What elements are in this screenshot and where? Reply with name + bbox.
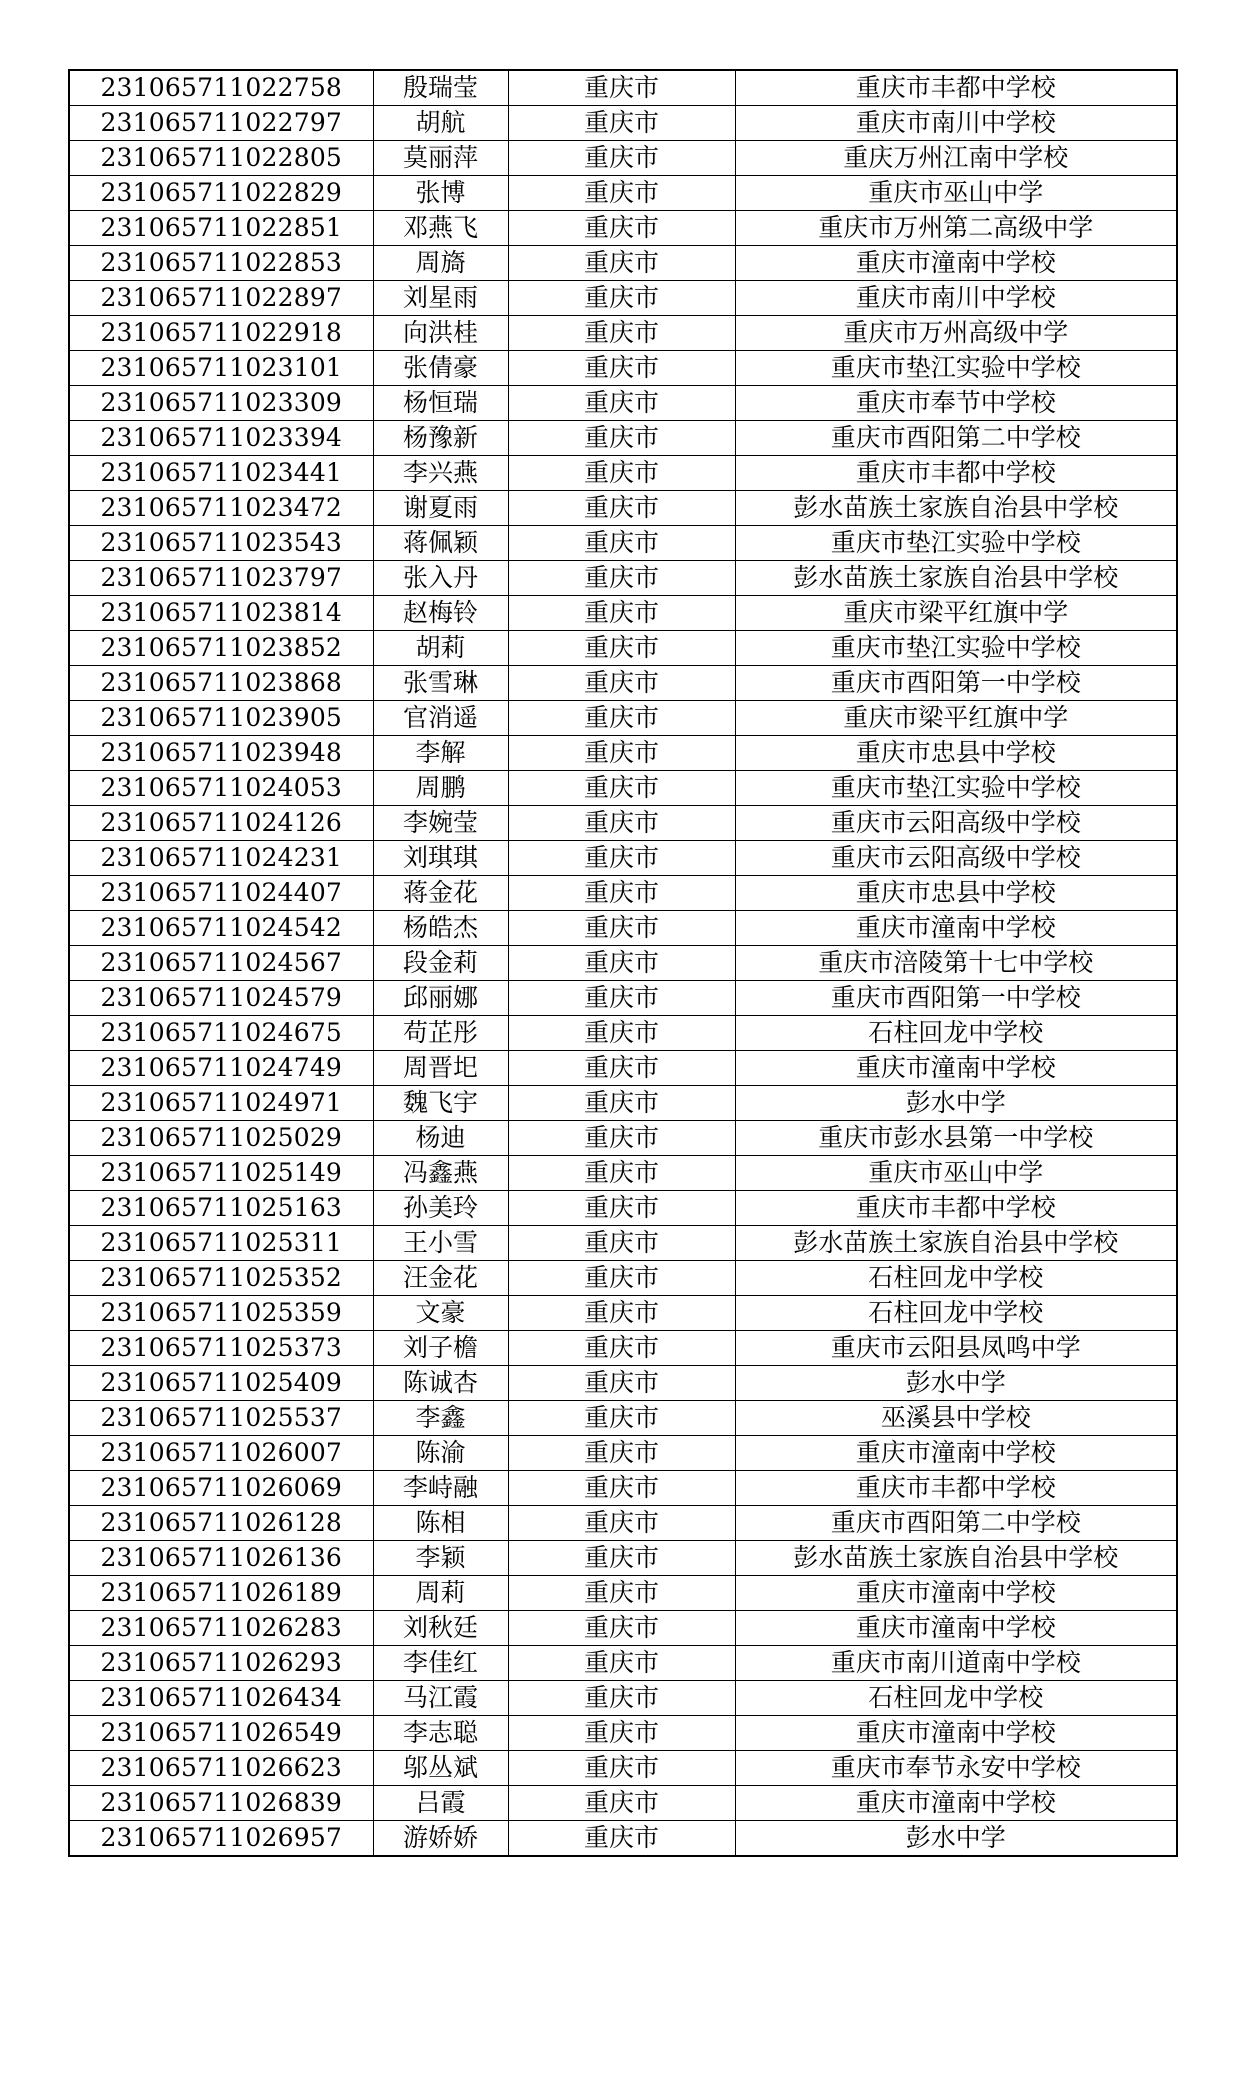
table-row <box>69 701 1177 736</box>
table-row <box>69 1541 1177 1576</box>
student-name-cell: 邬丛斌 <box>373 1751 508 1786</box>
school-name-cell: 重庆市丰都中学校 <box>735 1471 1177 1506</box>
city-cell: 重庆市 <box>508 1121 735 1156</box>
city-cell: 重庆市 <box>508 1646 735 1681</box>
table-row <box>69 386 1177 421</box>
candidate-id-cell: 231065711026007 <box>69 1436 373 1471</box>
candidate-id-cell: 231065711026283 <box>69 1611 373 1646</box>
table-row <box>69 876 1177 911</box>
student-name-cell: 陈渝 <box>373 1436 508 1471</box>
school-name-cell: 彭水苗族土家族自治县中学校 <box>735 1226 1177 1261</box>
candidate-id-cell: 231065711023441 <box>69 456 373 491</box>
city-cell: 重庆市 <box>508 1296 735 1331</box>
student-name-cell: 刘星雨 <box>373 281 508 316</box>
candidate-id-cell: 231065711023543 <box>69 526 373 561</box>
roster-table-body <box>69 70 1177 1856</box>
student-name-cell: 官消遥 <box>373 701 508 736</box>
table-row <box>69 1506 1177 1541</box>
student-name-cell: 李婉莹 <box>373 806 508 841</box>
table-row <box>69 1261 1177 1296</box>
student-name-cell: 陈诚杏 <box>373 1366 508 1401</box>
table-row <box>69 1471 1177 1506</box>
table-row <box>69 1051 1177 1086</box>
candidate-id-cell: 231065711023309 <box>69 386 373 421</box>
student-name-cell: 张雪琳 <box>373 666 508 701</box>
city-cell: 重庆市 <box>508 1051 735 1086</box>
school-name-cell: 重庆市酉阳第二中学校 <box>735 1506 1177 1541</box>
city-cell: 重庆市 <box>508 1541 735 1576</box>
city-cell: 重庆市 <box>508 1786 735 1821</box>
school-name-cell: 重庆市涪陵第十七中学校 <box>735 946 1177 981</box>
student-name-cell: 蒋金花 <box>373 876 508 911</box>
table-row <box>69 1751 1177 1786</box>
school-name-cell: 重庆市丰都中学校 <box>735 70 1177 106</box>
table-row <box>69 351 1177 386</box>
school-name-cell: 重庆市丰都中学校 <box>735 456 1177 491</box>
school-name-cell: 重庆市忠县中学校 <box>735 876 1177 911</box>
table-row <box>69 1191 1177 1226</box>
city-cell: 重庆市 <box>508 981 735 1016</box>
school-name-cell: 重庆市云阳县凤鸣中学 <box>735 1331 1177 1366</box>
candidate-id-cell: 231065711025163 <box>69 1191 373 1226</box>
candidate-id-cell: 231065711023797 <box>69 561 373 596</box>
city-cell: 重庆市 <box>508 1016 735 1051</box>
table-row <box>69 1681 1177 1716</box>
school-name-cell: 重庆市奉节永安中学校 <box>735 1751 1177 1786</box>
candidate-id-cell: 231065711024567 <box>69 946 373 981</box>
school-name-cell: 重庆市万州高级中学 <box>735 316 1177 351</box>
table-row <box>69 806 1177 841</box>
candidate-id-cell: 231065711023472 <box>69 491 373 526</box>
candidate-id-cell: 231065711022851 <box>69 211 373 246</box>
school-name-cell: 重庆市南川道南中学校 <box>735 1646 1177 1681</box>
school-name-cell: 石柱回龙中学校 <box>735 1016 1177 1051</box>
candidate-id-cell: 231065711026623 <box>69 1751 373 1786</box>
student-name-cell: 李志聪 <box>373 1716 508 1751</box>
candidate-id-cell: 231065711026069 <box>69 1471 373 1506</box>
table-row <box>69 1786 1177 1821</box>
table-row <box>69 141 1177 176</box>
candidate-id-cell: 231065711026839 <box>69 1786 373 1821</box>
student-name-cell: 刘子檐 <box>373 1331 508 1366</box>
student-name-cell: 周晋圯 <box>373 1051 508 1086</box>
table-row <box>69 1716 1177 1751</box>
table-row <box>69 946 1177 981</box>
city-cell: 重庆市 <box>508 806 735 841</box>
candidate-id-cell: 231065711025409 <box>69 1366 373 1401</box>
student-name-cell: 杨豫新 <box>373 421 508 456</box>
city-cell: 重庆市 <box>508 946 735 981</box>
city-cell: 重庆市 <box>508 841 735 876</box>
table-row <box>69 176 1177 211</box>
student-name-cell: 赵梅铃 <box>373 596 508 631</box>
student-name-cell: 吕霞 <box>373 1786 508 1821</box>
candidate-id-cell: 231065711023948 <box>69 736 373 771</box>
city-cell: 重庆市 <box>508 106 735 141</box>
city-cell: 重庆市 <box>508 666 735 701</box>
city-cell: 重庆市 <box>508 1366 735 1401</box>
school-name-cell: 重庆市云阳高级中学校 <box>735 806 1177 841</box>
table-row <box>69 841 1177 876</box>
city-cell: 重庆市 <box>508 281 735 316</box>
school-name-cell: 彭水中学 <box>735 1821 1177 1857</box>
table-row <box>69 1821 1177 1857</box>
student-name-cell: 蒋佩颖 <box>373 526 508 561</box>
table-row <box>69 1576 1177 1611</box>
student-name-cell: 殷瑞莹 <box>373 70 508 106</box>
table-row <box>69 981 1177 1016</box>
candidate-id-cell: 231065711024053 <box>69 771 373 806</box>
school-name-cell: 重庆市酉阳第一中学校 <box>735 981 1177 1016</box>
table-row <box>69 281 1177 316</box>
candidate-id-cell: 231065711026128 <box>69 1506 373 1541</box>
city-cell: 重庆市 <box>508 1576 735 1611</box>
school-name-cell: 重庆市潼南中学校 <box>735 1786 1177 1821</box>
candidate-id-cell: 231065711022853 <box>69 246 373 281</box>
school-name-cell: 彭水苗族土家族自治县中学校 <box>735 491 1177 526</box>
student-name-cell: 王小雪 <box>373 1226 508 1261</box>
candidate-id-cell: 231065711026434 <box>69 1681 373 1716</box>
school-name-cell: 重庆市潼南中学校 <box>735 1436 1177 1471</box>
table-row <box>69 1121 1177 1156</box>
candidate-id-cell: 231065711022805 <box>69 141 373 176</box>
city-cell: 重庆市 <box>508 1401 735 1436</box>
school-name-cell: 重庆市潼南中学校 <box>735 1611 1177 1646</box>
student-name-cell: 刘琪琪 <box>373 841 508 876</box>
table-row <box>69 316 1177 351</box>
student-name-cell: 汪金花 <box>373 1261 508 1296</box>
student-name-cell: 周莉 <box>373 1576 508 1611</box>
student-name-cell: 李峙融 <box>373 1471 508 1506</box>
school-name-cell: 重庆市潼南中学校 <box>735 1576 1177 1611</box>
student-name-cell: 李鑫 <box>373 1401 508 1436</box>
table-row <box>69 1401 1177 1436</box>
candidate-id-cell: 231065711025029 <box>69 1121 373 1156</box>
city-cell: 重庆市 <box>508 141 735 176</box>
student-name-cell: 谢夏雨 <box>373 491 508 526</box>
student-name-cell: 陈相 <box>373 1506 508 1541</box>
table-row <box>69 421 1177 456</box>
city-cell: 重庆市 <box>508 316 735 351</box>
student-name-cell: 李兴燕 <box>373 456 508 491</box>
student-name-cell: 李佳红 <box>373 1646 508 1681</box>
table-row <box>69 1366 1177 1401</box>
candidate-id-cell: 231065711022918 <box>69 316 373 351</box>
city-cell: 重庆市 <box>508 561 735 596</box>
school-name-cell: 重庆市酉阳第一中学校 <box>735 666 1177 701</box>
city-cell: 重庆市 <box>508 1506 735 1541</box>
school-name-cell: 重庆市潼南中学校 <box>735 1051 1177 1086</box>
school-name-cell: 重庆市梁平红旗中学 <box>735 596 1177 631</box>
student-name-cell: 杨恒瑞 <box>373 386 508 421</box>
school-name-cell: 彭水中学 <box>735 1366 1177 1401</box>
candidate-id-cell: 231065711023101 <box>69 351 373 386</box>
school-name-cell: 重庆市奉节中学校 <box>735 386 1177 421</box>
candidate-id-cell: 231065711022897 <box>69 281 373 316</box>
student-name-cell: 苟芷彤 <box>373 1016 508 1051</box>
candidate-id-cell: 231065711022758 <box>69 70 373 106</box>
table-row <box>69 246 1177 281</box>
candidate-id-cell: 231065711024971 <box>69 1086 373 1121</box>
city-cell: 重庆市 <box>508 1086 735 1121</box>
candidate-id-cell: 231065711024407 <box>69 876 373 911</box>
table-row <box>69 736 1177 771</box>
table-row <box>69 1436 1177 1471</box>
candidate-id-cell: 231065711026189 <box>69 1576 373 1611</box>
student-name-cell: 周旖 <box>373 246 508 281</box>
table-row <box>69 666 1177 701</box>
school-name-cell: 重庆市垫江实验中学校 <box>735 351 1177 386</box>
city-cell: 重庆市 <box>508 1471 735 1506</box>
city-cell: 重庆市 <box>508 1436 735 1471</box>
candidate-id-cell: 231065711026136 <box>69 1541 373 1576</box>
candidate-id-cell: 231065711024579 <box>69 981 373 1016</box>
student-name-cell: 胡航 <box>373 106 508 141</box>
city-cell: 重庆市 <box>508 736 735 771</box>
city-cell: 重庆市 <box>508 246 735 281</box>
student-name-cell: 段金莉 <box>373 946 508 981</box>
school-name-cell: 彭水苗族土家族自治县中学校 <box>735 561 1177 596</box>
table-row <box>69 596 1177 631</box>
city-cell: 重庆市 <box>508 1751 735 1786</box>
table-row <box>69 631 1177 666</box>
city-cell: 重庆市 <box>508 1156 735 1191</box>
document-page <box>68 69 1176 1857</box>
student-name-cell: 杨迪 <box>373 1121 508 1156</box>
table-row <box>69 1296 1177 1331</box>
candidate-id-cell: 231065711022829 <box>69 176 373 211</box>
student-name-cell: 魏飞宇 <box>373 1086 508 1121</box>
candidate-id-cell: 231065711025373 <box>69 1331 373 1366</box>
city-cell: 重庆市 <box>508 1681 735 1716</box>
table-row <box>69 1086 1177 1121</box>
student-name-cell: 刘秋廷 <box>373 1611 508 1646</box>
student-name-cell: 张入丹 <box>373 561 508 596</box>
city-cell: 重庆市 <box>508 771 735 806</box>
candidate-id-cell: 231065711023868 <box>69 666 373 701</box>
school-name-cell: 重庆市潼南中学校 <box>735 911 1177 946</box>
student-name-cell: 冯鑫燕 <box>373 1156 508 1191</box>
city-cell: 重庆市 <box>508 456 735 491</box>
school-name-cell: 石柱回龙中学校 <box>735 1296 1177 1331</box>
school-name-cell: 重庆市巫山中学 <box>735 176 1177 211</box>
city-cell: 重庆市 <box>508 876 735 911</box>
candidate-id-cell: 231065711026549 <box>69 1716 373 1751</box>
candidate-id-cell: 231065711025537 <box>69 1401 373 1436</box>
table-row <box>69 561 1177 596</box>
city-cell: 重庆市 <box>508 911 735 946</box>
table-row <box>69 106 1177 141</box>
candidate-id-cell: 231065711025311 <box>69 1226 373 1261</box>
school-name-cell: 重庆市南川中学校 <box>735 106 1177 141</box>
city-cell: 重庆市 <box>508 421 735 456</box>
candidate-id-cell: 231065711026293 <box>69 1646 373 1681</box>
city-cell: 重庆市 <box>508 351 735 386</box>
table-row <box>69 456 1177 491</box>
student-name-cell: 马江霞 <box>373 1681 508 1716</box>
student-name-cell: 莫丽萍 <box>373 141 508 176</box>
school-name-cell: 重庆市云阳高级中学校 <box>735 841 1177 876</box>
city-cell: 重庆市 <box>508 701 735 736</box>
city-cell: 重庆市 <box>508 1611 735 1646</box>
student-name-cell: 周鹏 <box>373 771 508 806</box>
candidate-id-cell: 231065711023852 <box>69 631 373 666</box>
student-name-cell: 向洪桂 <box>373 316 508 351</box>
school-name-cell: 彭水中学 <box>735 1086 1177 1121</box>
candidate-id-cell: 231065711024749 <box>69 1051 373 1086</box>
candidate-id-cell: 231065711025352 <box>69 1261 373 1296</box>
candidate-id-cell: 231065711024231 <box>69 841 373 876</box>
table-row <box>69 70 1177 106</box>
city-cell: 重庆市 <box>508 1716 735 1751</box>
candidate-id-cell: 231065711024126 <box>69 806 373 841</box>
candidate-id-cell: 231065711023905 <box>69 701 373 736</box>
table-row <box>69 1016 1177 1051</box>
school-name-cell: 重庆市潼南中学校 <box>735 1716 1177 1751</box>
school-name-cell: 重庆市垫江实验中学校 <box>735 526 1177 561</box>
student-name-cell: 张倩豪 <box>373 351 508 386</box>
table-row <box>69 1226 1177 1261</box>
student-name-cell: 胡莉 <box>373 631 508 666</box>
student-name-cell: 杨皓杰 <box>373 911 508 946</box>
table-row <box>69 1156 1177 1191</box>
city-cell: 重庆市 <box>508 176 735 211</box>
student-name-cell: 李颖 <box>373 1541 508 1576</box>
city-cell: 重庆市 <box>508 211 735 246</box>
student-name-cell: 邓燕飞 <box>373 211 508 246</box>
school-name-cell: 重庆市潼南中学校 <box>735 246 1177 281</box>
school-name-cell: 彭水苗族土家族自治县中学校 <box>735 1541 1177 1576</box>
student-name-cell: 文豪 <box>373 1296 508 1331</box>
candidate-id-cell: 231065711025149 <box>69 1156 373 1191</box>
city-cell: 重庆市 <box>508 1226 735 1261</box>
table-row <box>69 1646 1177 1681</box>
candidate-id-cell: 231065711024675 <box>69 1016 373 1051</box>
table-row <box>69 1611 1177 1646</box>
student-name-cell: 张博 <box>373 176 508 211</box>
school-name-cell: 重庆市酉阳第二中学校 <box>735 421 1177 456</box>
table-row <box>69 491 1177 526</box>
student-name-cell: 孙美玲 <box>373 1191 508 1226</box>
city-cell: 重庆市 <box>508 1331 735 1366</box>
school-name-cell: 重庆市垫江实验中学校 <box>735 631 1177 666</box>
roster-table <box>68 69 1178 1857</box>
candidate-id-cell: 231065711026957 <box>69 1821 373 1857</box>
table-row <box>69 211 1177 246</box>
table-row <box>69 911 1177 946</box>
city-cell: 重庆市 <box>508 596 735 631</box>
candidate-id-cell: 231065711025359 <box>69 1296 373 1331</box>
city-cell: 重庆市 <box>508 1821 735 1857</box>
city-cell: 重庆市 <box>508 526 735 561</box>
city-cell: 重庆市 <box>508 1191 735 1226</box>
student-name-cell: 游娇娇 <box>373 1821 508 1857</box>
school-name-cell: 重庆市万州第二高级中学 <box>735 211 1177 246</box>
table-row <box>69 1331 1177 1366</box>
student-name-cell: 李解 <box>373 736 508 771</box>
school-name-cell: 巫溪县中学校 <box>735 1401 1177 1436</box>
table-row <box>69 771 1177 806</box>
candidate-id-cell: 231065711023394 <box>69 421 373 456</box>
city-cell: 重庆市 <box>508 70 735 106</box>
school-name-cell: 重庆市垫江实验中学校 <box>735 771 1177 806</box>
school-name-cell: 重庆市彭水县第一中学校 <box>735 1121 1177 1156</box>
school-name-cell: 重庆市忠县中学校 <box>735 736 1177 771</box>
table-row <box>69 526 1177 561</box>
school-name-cell: 石柱回龙中学校 <box>735 1261 1177 1296</box>
city-cell: 重庆市 <box>508 386 735 421</box>
city-cell: 重庆市 <box>508 631 735 666</box>
city-cell: 重庆市 <box>508 1261 735 1296</box>
school-name-cell: 重庆万州江南中学校 <box>735 141 1177 176</box>
school-name-cell: 重庆市巫山中学 <box>735 1156 1177 1191</box>
candidate-id-cell: 231065711024542 <box>69 911 373 946</box>
candidate-id-cell: 231065711022797 <box>69 106 373 141</box>
city-cell: 重庆市 <box>508 491 735 526</box>
student-name-cell: 邱丽娜 <box>373 981 508 1016</box>
school-name-cell: 重庆市南川中学校 <box>735 281 1177 316</box>
candidate-id-cell: 231065711023814 <box>69 596 373 631</box>
school-name-cell: 重庆市梁平红旗中学 <box>735 701 1177 736</box>
school-name-cell: 重庆市丰都中学校 <box>735 1191 1177 1226</box>
school-name-cell: 石柱回龙中学校 <box>735 1681 1177 1716</box>
